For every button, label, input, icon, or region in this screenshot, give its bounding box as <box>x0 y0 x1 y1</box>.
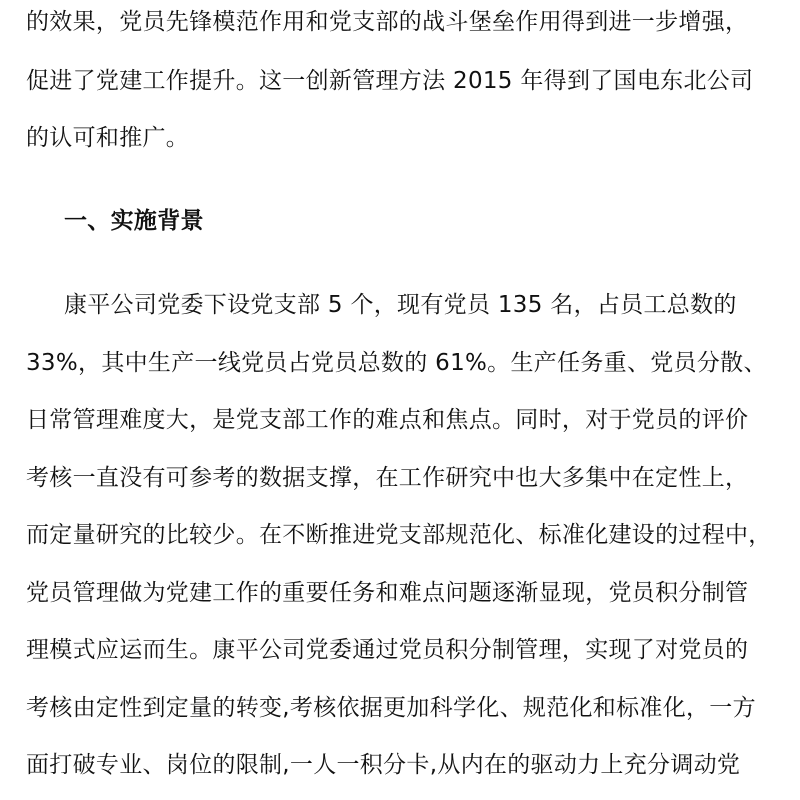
paragraph-line: 理模式应运而生。康平公司党委通过党员积分制管理，实现了对党员的 <box>26 637 749 663</box>
paragraph-line: 考核一直没有可参考的数据支撑，在工作研究中也大多集中在定性上， <box>26 465 749 491</box>
paragraph-line: 面打破专业、岗位的限制,一人一积分卡,从内在的驱动力上充分调动党 <box>26 752 741 778</box>
paragraph-line: 日常管理难度大，是党支部工作的难点和焦点。同时，对于党员的评价 <box>26 407 749 433</box>
paragraph-line: 的效果，党员先锋模范作用和党支部的战斗堡垒作用得到进一步增强， <box>26 9 749 35</box>
section-heading: 一、实施背景 <box>64 208 204 234</box>
paragraph-line: 康平公司党委下设党支部 5 个，现有党员 135 名，占员工总数的 <box>64 292 737 318</box>
paragraph-line: 促进了党建工作提升。这一创新管理方法 2015 年得到了国电东北公司 <box>26 68 754 94</box>
paragraph-line: 而定量研究的比较少。在不断推进党支部规范化、标准化建设的过程中， <box>26 522 772 548</box>
paragraph-line: 的认可和推广。 <box>26 125 190 151</box>
paragraph-line: 33%，其中生产一线党员占党员总数的 61%。生产任务重、党员分散、 <box>26 350 767 376</box>
paragraph-line: 考核由定性到定量的转变,考核依据更加科学化、规范化和标准化，一方 <box>26 695 756 721</box>
paragraph-line: 党员管理做为党建工作的重要任务和难点问题逐渐显现，党员积分制管 <box>26 580 749 606</box>
